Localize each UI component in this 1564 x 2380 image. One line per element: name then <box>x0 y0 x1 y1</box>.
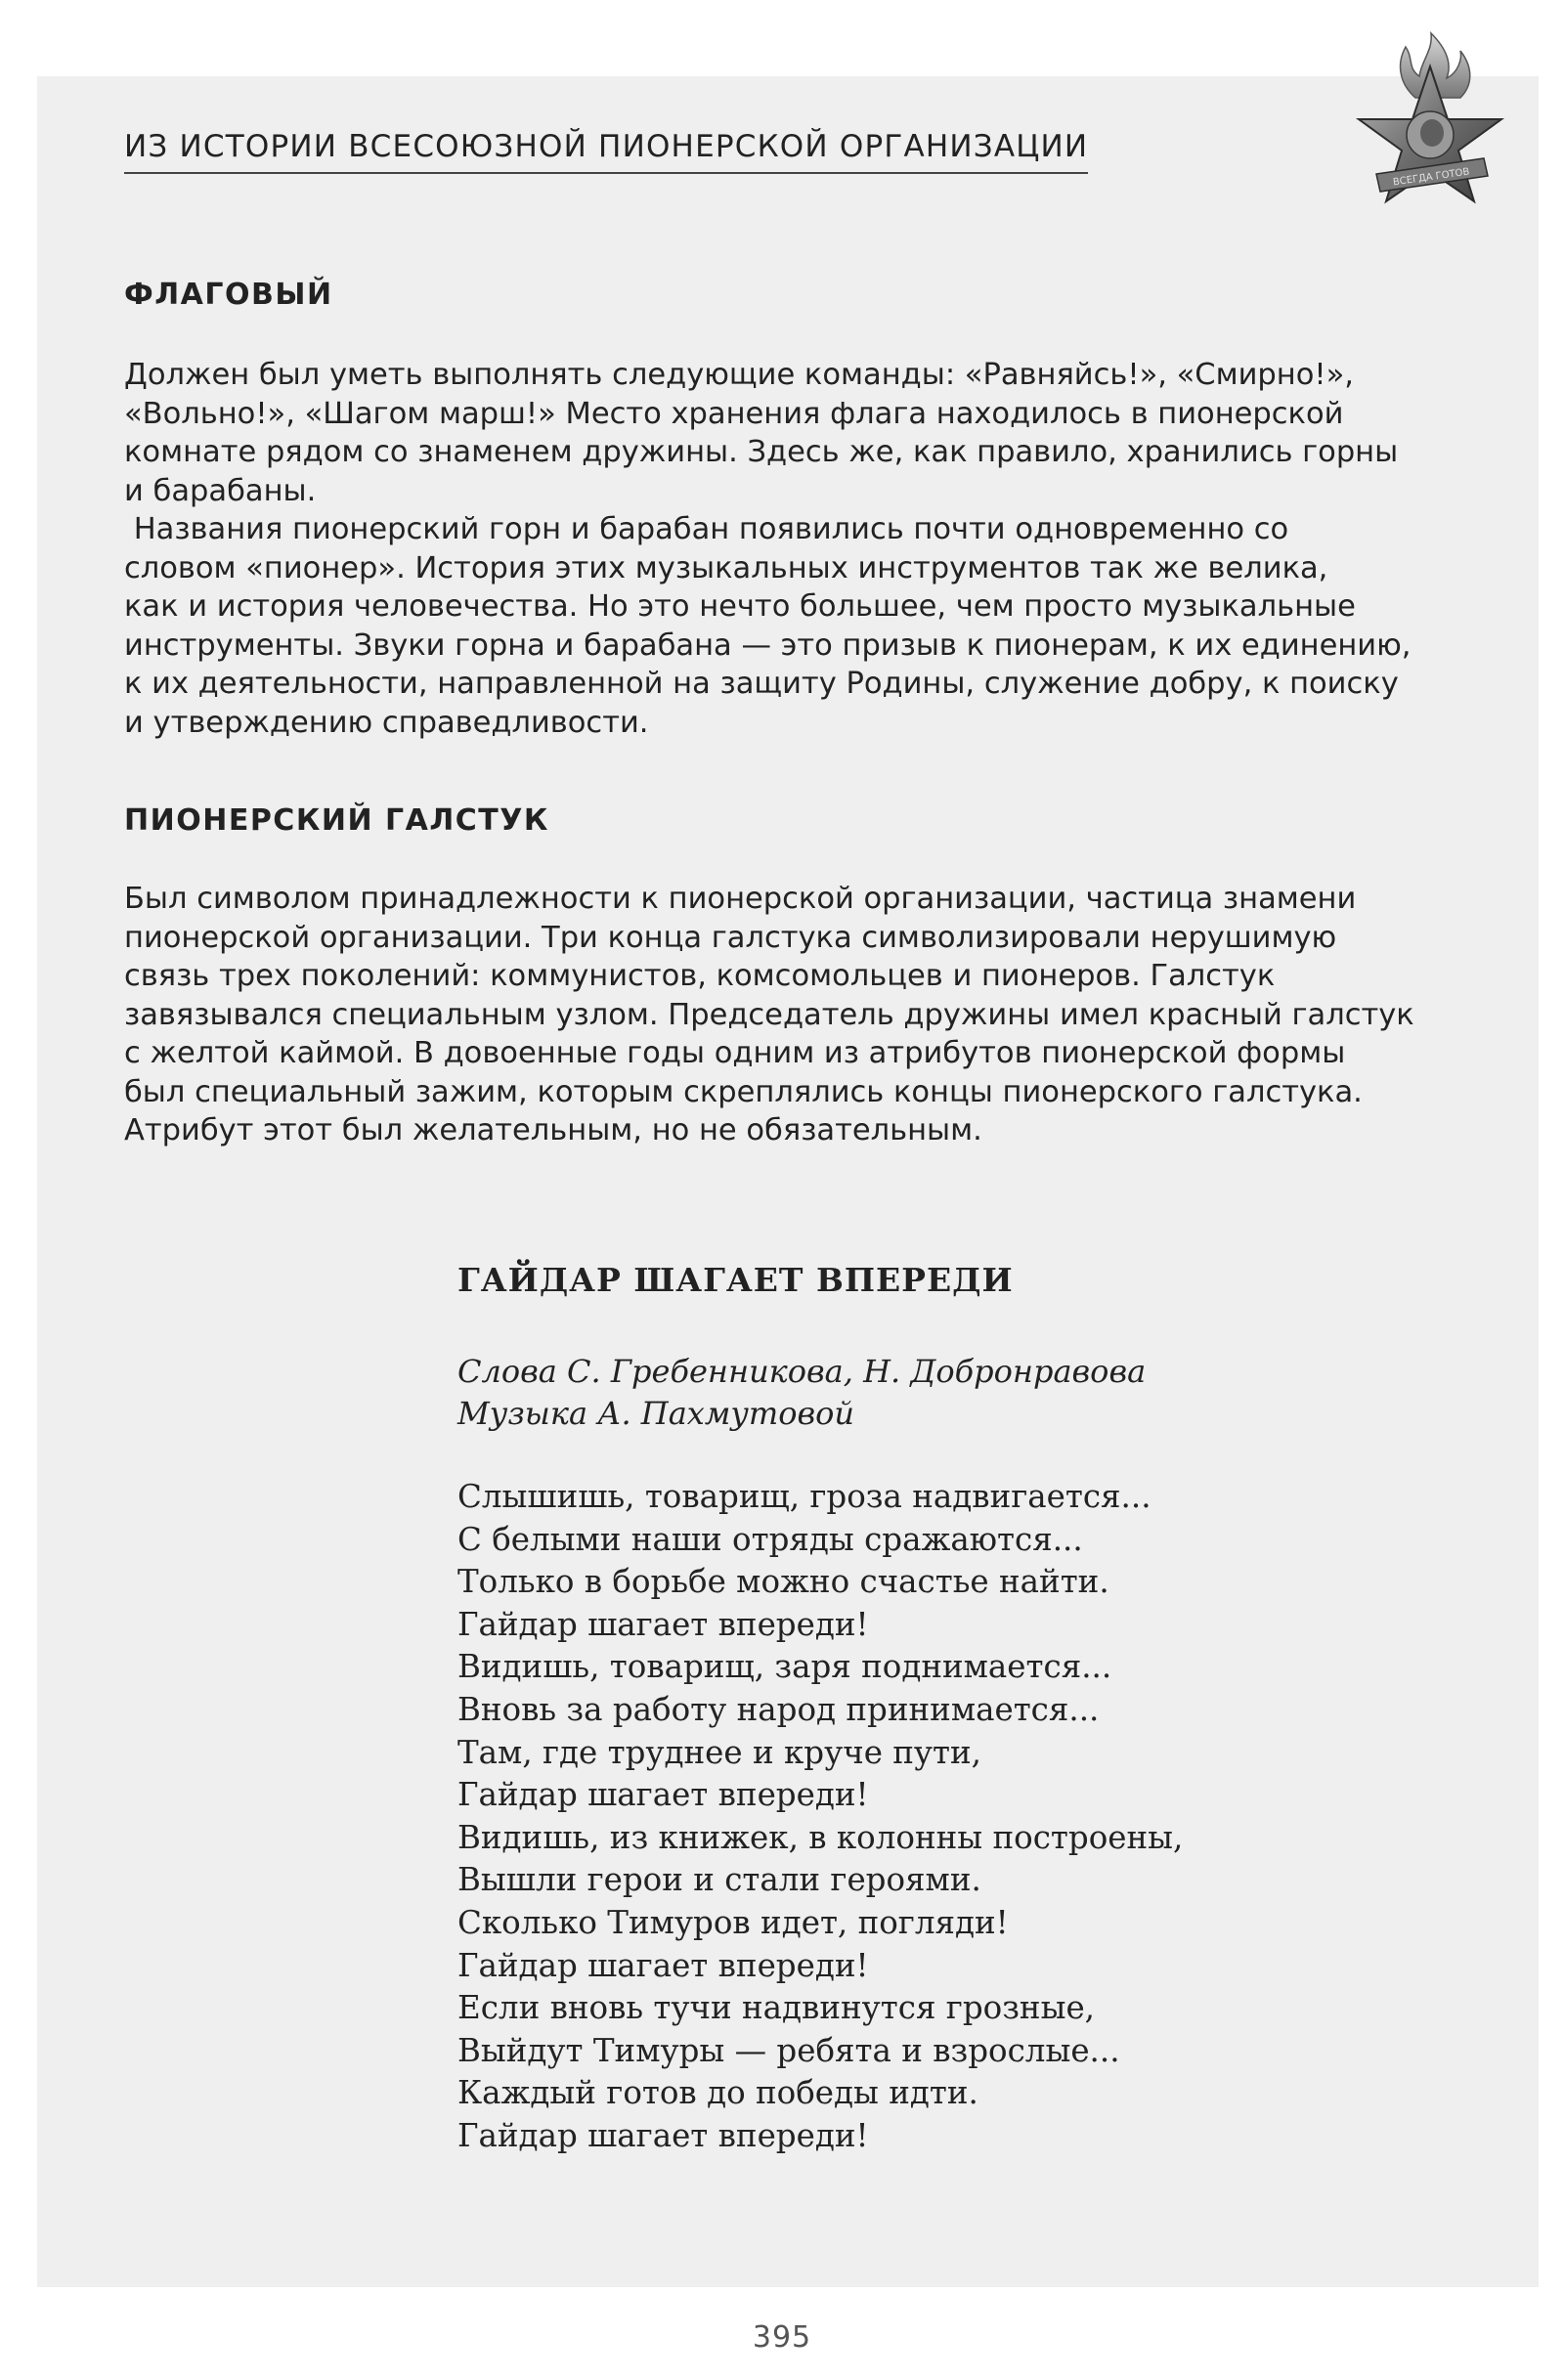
section-heading-flag: ФЛАГОВЫЙ <box>124 278 333 312</box>
text-line: инструменты. Звуки горна и барабана — это призыв к пионерам, к их единению, <box>124 627 1412 663</box>
lyric-line: Выйдут Тимуры — ребята и взрослые... <box>457 2031 1120 2069</box>
lyric-line: С белыми наши отряды сражаются... <box>457 1520 1083 1558</box>
song-title: ГАЙДАР ШАГАЕТ ВПЕРЕДИ <box>457 1261 1014 1299</box>
text-line: Был символом принадлежности к пионерской организации, частица знамени <box>124 882 1357 916</box>
lyric-line: Сколько Тимуров идет, погляди! <box>457 1903 1009 1941</box>
text-line: и утверждению справедливости. <box>124 705 649 740</box>
lyric-line: Если вновь тучи надвинутся грозные, <box>457 1989 1096 2027</box>
text-line: комнате рядом со знаменем дружины. Здесь же, как правило, хранились горны <box>124 435 1399 469</box>
section-header: ИЗ ИСТОРИИ ВСЕСОЮЗНОЙ ПИОНЕРСКОЙ ОРГАНИЗАЦИИ <box>124 129 1088 174</box>
credit-line: Слова С. Гребенникова, Н. Добронравова <box>457 1353 1147 1390</box>
section-body-tie <box>124 880 1473 1150</box>
lyric-line: Гайдар шагает впереди! <box>457 1605 869 1643</box>
lyric-line: Каждый готов до победы идти. <box>457 2074 978 2112</box>
text-line: и барабаны. <box>124 473 317 508</box>
text-line: «Вольно!», «Шагом марш!» Место хранения флага находилось в пионерской <box>124 396 1344 431</box>
credit-line: Музыка А. Пахмутовой <box>457 1395 855 1432</box>
text-line: Атрибут этот был желательным, но не обязательным. <box>124 1113 982 1147</box>
text-line: к их деятельности, направленной на защиту Родины, служение добру, к поиску <box>124 667 1399 701</box>
text-line: был специальный зажим, которым скреплялись концы пионерского галстука. <box>124 1074 1363 1109</box>
section-body-flag <box>124 356 1473 742</box>
pioneer-badge-icon <box>1337 29 1523 210</box>
lyric-line: Вновь за работу народ принимается... <box>457 1690 1100 1728</box>
text-line: связь трех поколений: коммунистов, комсомольцев и пионеров. Галстук <box>124 959 1276 993</box>
text-line: Должен был уметь выполнять следующие команды: «Равняйсь!», «Смирно!», <box>124 358 1354 392</box>
lyric-line: Слышишь, товарищ, гроза надвигается... <box>457 1478 1151 1515</box>
page-number: 395 <box>752 2320 812 2355</box>
text-line: как и история человечества. Но это нечто большее, чем просто музыкальные <box>124 589 1356 624</box>
lyric-line: Видишь, товарищ, заря поднимается... <box>457 1648 1112 1686</box>
text-line: Названия пионерский горн и барабан появились почти одновременно со <box>124 512 1289 546</box>
song-lyrics <box>457 1476 1183 2158</box>
lyric-line: Гайдар шагает впереди! <box>457 2116 869 2154</box>
text-line: словом «пионер». История этих музыкальных инструментов так же велика, <box>124 550 1328 585</box>
lyric-line: Гайдар шагает впереди! <box>457 1946 869 1984</box>
lyric-line: Там, где труднее и круче пути, <box>457 1733 982 1771</box>
text-line: завязывался специальным узлом. Председатель дружины имел красный галстук <box>124 997 1414 1032</box>
text-line: с желтой каймой. В довоенные годы одним из атрибутов пионерской формы <box>124 1036 1346 1070</box>
lyric-line: Гайдар шагает впереди! <box>457 1776 869 1814</box>
lyric-line: Вышли герои и стали героями. <box>457 1861 981 1899</box>
lyric-line: Видишь, из книжек, в колонны построены, <box>457 1818 1184 1856</box>
badge-inscription: ВСЕГДА ГОТОВ <box>1392 166 1471 189</box>
section-heading-tie: ПИОНЕРСКИЙ ГАЛСТУК <box>124 803 549 838</box>
lyric-line: Только в борьбе можно счастье найти. <box>457 1563 1109 1601</box>
song-credits <box>457 1351 1146 1435</box>
text-line: пионерской организации. Три конца галстука символизировали нерушимую <box>124 920 1337 955</box>
